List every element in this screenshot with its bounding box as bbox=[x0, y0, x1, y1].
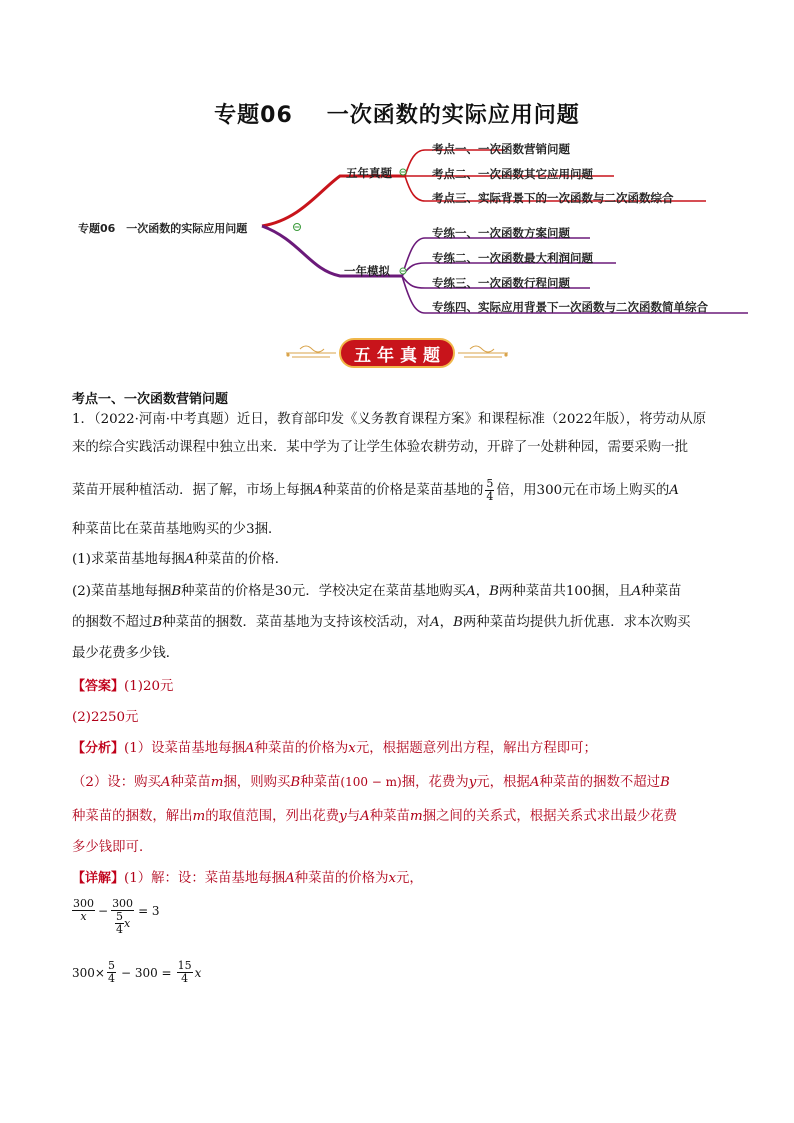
analysis-line: （2）设：购买A种菜苗m捆，则购买B种菜苗(100 − m)捆，花费为y元，根据A种菜苗的捆数不超过B bbox=[72, 775, 670, 790]
mindmap-leaf[interactable]: 考点三、实际背景下的一次函数与二次函数综合 bbox=[432, 191, 674, 205]
analysis-line: 【分析】(1）设菜苗基地每捆A种菜苗的价格为x元，根据题意列出方程，解出方程即可； bbox=[72, 741, 597, 756]
problem-line: 菜苗开展种植活动．据了解，市场上每捆A种菜苗的价格是菜苗基地的 $\frac{5}{4}$ 倍，用300元在市场上购买的A bbox=[72, 477, 679, 503]
detail-line: 【详解】(1）解：设：菜苗基地每捆A种菜苗的价格为x元， bbox=[72, 871, 423, 886]
answer-tag: 【答案】 bbox=[72, 679, 125, 694]
answer-line: (2)2250元 bbox=[72, 710, 139, 725]
equation-1: $\frac{300}{x}$ − 300 $\frac{5}{4}$ x = 3 bbox=[73, 897, 160, 936]
equation-2: 300× $\frac{5}{4}$ − 300 = $\frac{15}{4}$ x bbox=[72, 959, 202, 985]
mindmap-leaf[interactable]: 专练一、一次函数方案问题 bbox=[432, 226, 570, 240]
question-1: (1)求菜苗基地每捆A种菜苗的价格． bbox=[72, 552, 289, 567]
mindmap-leaf[interactable]: 专练二、一次函数最大利润问题 bbox=[432, 251, 593, 265]
section-banner bbox=[0, 336, 794, 370]
mindmap-leaf[interactable]: 专练三、一次函数行程问题 bbox=[432, 276, 570, 290]
analysis-line: 种菜苗的捆数，解出m的取值范围，列出花费y与A种菜苗m捆之间的关系式，根据关系式求出最少花费 bbox=[72, 809, 678, 824]
mindmap-leaf[interactable]: 考点一、一次函数营销问题 bbox=[432, 142, 570, 156]
section-heading: 考点一、一次函数营销问题 bbox=[72, 392, 229, 407]
question-2-line: (2)菜苗基地每捆B种菜苗的价格是30元．学校决定在菜苗基地购买A，B两种菜苗共100捆，且A种菜苗 bbox=[72, 584, 682, 599]
analysis-tag: 【分析】 bbox=[72, 741, 125, 756]
mindmap-leaf[interactable]: 考点二、一次函数其它应用问题 bbox=[432, 167, 593, 181]
title-number: 专题06 bbox=[214, 103, 293, 128]
mindmap-root[interactable]: 专题06 一次函数的实际应用问题 bbox=[78, 222, 248, 235]
fraction: $\frac{5}{4}$ bbox=[486, 477, 494, 503]
problem-line: 1．（2022·河南·中考真题）近日，教育部印发《义务教育课程方案》和课程标准（2022年版），将劳动从原 bbox=[72, 412, 707, 427]
title-text: 一次函数的实际应用问题 bbox=[326, 103, 580, 128]
detail-tag: 【详解】 bbox=[72, 871, 125, 886]
mindmap-branch-five-year[interactable]: 五年真题 bbox=[346, 166, 392, 180]
mindmap-branch-red bbox=[262, 176, 405, 226]
mindmap-leaf[interactable]: 专练四、实际应用背景下一次函数与二次函数简单综合 bbox=[432, 300, 708, 314]
answer-line: 【答案】(1)20元 bbox=[72, 679, 174, 694]
banner-char: 题 bbox=[423, 345, 440, 366]
question-2-line: 的捆数不超过B种菜苗的捆数．菜苗基地为支持该校活动，对A，B两种菜苗均提供九折优惠．求本次购买 bbox=[72, 615, 691, 630]
mindmap-branch-one-year[interactable]: 一年模拟 bbox=[344, 264, 390, 278]
problem-line: 来的综合实践活动课程中独立出来．某中学为了让学生体验农耕劳动，开辟了一处耕种园，需要采购一批 bbox=[72, 440, 688, 455]
banner-char: 年 bbox=[377, 345, 394, 366]
page-title bbox=[0, 98, 794, 129]
analysis-line: 多少钱即可． bbox=[72, 840, 153, 855]
question-2-line: 最少花费多少钱． bbox=[72, 646, 180, 661]
problem-line: 种菜苗比在菜苗基地购买的少3捆． bbox=[72, 522, 282, 537]
banner-char: 五 bbox=[354, 345, 371, 366]
banner-char: 真 bbox=[400, 345, 417, 366]
